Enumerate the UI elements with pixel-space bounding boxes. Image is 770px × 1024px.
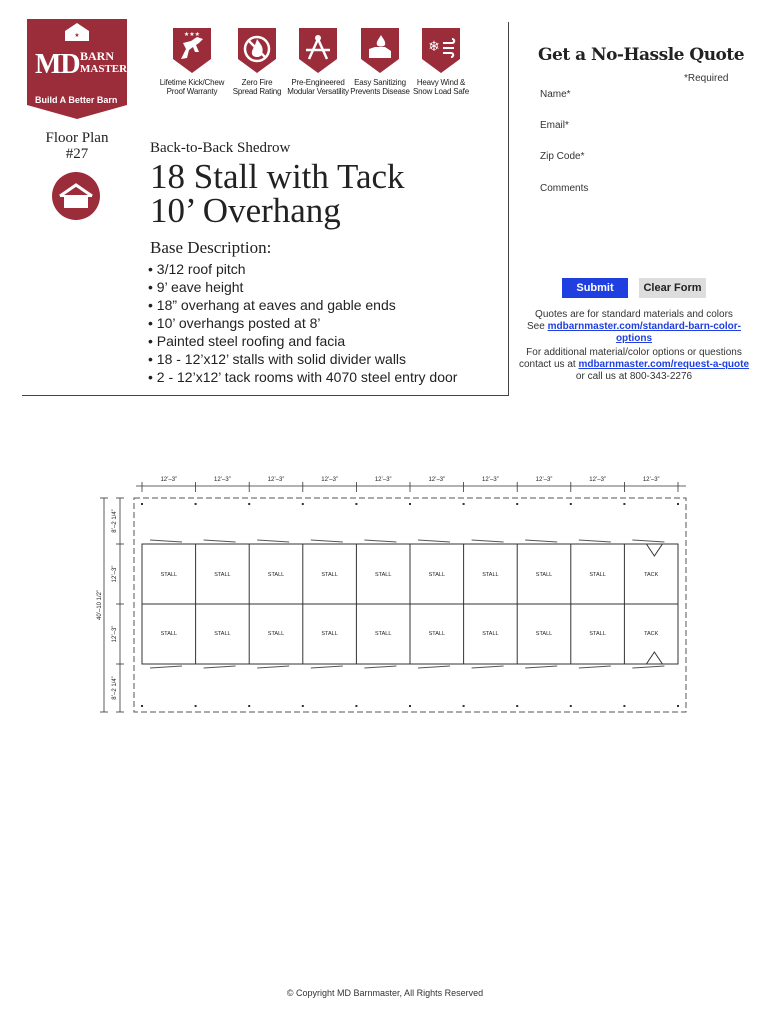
quote-heading: Get a No-Hassle Quote [538,45,745,65]
design-title [150,157,405,230]
post-marker [195,503,197,505]
vertical-divider [508,22,509,396]
door-slide-mark [204,666,236,668]
required-note: *Required [684,73,729,84]
post-marker [355,503,357,505]
list-item: • 3/12 roof pitch [148,261,246,277]
door-slide-mark [257,666,289,668]
svg-text:★★★: ★★★ [183,31,201,38]
list-item: • 18” overhang at eaves and gable ends [148,297,396,313]
post-marker [141,705,143,707]
post-marker [463,705,465,707]
column-dimension-label: 12’–3” [535,477,553,483]
comments-field[interactable]: Comments [540,183,589,194]
column-dimension-label: 12’–3” [214,477,231,483]
shedrow-barn-icon [52,172,100,220]
list-item: • 10’ overhangs posted at 8’ [148,315,321,331]
list-item: • 2 - 12’x12’ tack rooms with 4070 steel entry door [148,369,458,385]
floor-plan-drawing [96,468,696,713]
standard-colors-note [514,309,754,345]
sanitizing-hand-icon [357,25,403,75]
stall-label: STALL [482,631,499,637]
logo-master-text: MASTER [80,63,128,75]
post-marker [623,503,625,505]
stall-label: STALL [428,631,446,637]
post-marker [463,503,465,505]
submit-button[interactable]: Submit [562,278,628,298]
svg-text:★: ★ [74,33,80,39]
door-slide-mark [204,540,236,542]
overall-dimension-label: 40’–10 1/2” [97,589,103,621]
post-marker [677,705,679,707]
post-marker [516,705,518,707]
horse-kick-icon [169,25,215,75]
stall-label: STALL [374,572,392,578]
row-dimension-label: 12’–3” [112,565,118,583]
post-marker [570,503,572,505]
post-marker [355,705,357,707]
stall-label: TACK [644,631,659,637]
stall-label: STALL [214,572,231,578]
logo-tagline: Build A Better Barn [35,95,118,105]
base-description-heading: Base Description: [150,238,272,257]
column-dimension-label: 12’–3” [482,477,499,483]
stall-label: STALL [160,572,178,578]
door-slide-mark [150,666,182,668]
logo-md-text: MD [35,49,80,80]
badge-label: Pre-Engineered Modular Versatility [287,78,349,96]
door-slide-mark [364,666,396,668]
badge-kick-chew [157,25,227,96]
wind-snow-icon [418,25,464,75]
post-marker [409,503,411,505]
door-slide-mark [311,666,343,668]
door-slide-mark [579,540,611,542]
email-field[interactable]: Email* [540,120,569,131]
stall-label: STALL [482,572,499,578]
column-dimension-label: 12’–3” [374,477,392,483]
row-dimension-label: 8’–2 1/4” [112,676,118,700]
design-title-line1: 18 Stall with Tack [150,157,405,196]
door-slide-mark [418,540,450,542]
floor-plan-label: Floor Plan #27 [45,130,109,162]
door-slide-mark [525,666,557,668]
stall-label: STALL [321,572,338,578]
copyright-text: © Copyright MD Barnmaster, All Rights Reserved [286,988,484,998]
post-marker [248,705,250,707]
stall-label: STALL [589,572,606,578]
stall-label: STALL [374,631,392,637]
color-options-link[interactable]: mdbarnmaster.com/standard-barn-color-options [547,321,741,344]
svg-text:❄: ❄ [428,39,440,55]
badge-fire [222,25,292,96]
column-dimension-label: 12’–3” [642,477,660,483]
stall-label: STALL [535,631,553,637]
phone-text: or call us at 800-343-2276 [575,371,693,382]
post-marker [302,705,304,707]
door-slide-mark [632,666,664,668]
post-marker [677,503,679,505]
engineering-tools-icon [295,25,341,75]
note-text: contact us at [518,359,579,370]
badge-sanitizing [345,25,415,96]
badge-label: Easy Sanitizing Prevents Disease [350,78,410,96]
stall-label: TACK [644,572,659,578]
stall-label: STALL [214,631,231,637]
door-slide-mark [311,540,343,542]
list-item: • Painted steel roofing and facia [148,333,346,349]
post-marker [570,705,572,707]
stall-label: STALL [428,572,446,578]
note-text: For additional material/color options or questions [526,347,742,358]
contact-note [514,347,754,383]
fire-icon [234,25,280,75]
note-text: See [527,321,548,332]
badge-engineered [283,25,353,96]
brand-logo[interactable] [27,19,127,119]
column-dimension-label: 12’–3” [428,477,446,483]
logo-barn-text: BARN [80,49,115,63]
row-dimension-label: 12’–3” [112,625,118,643]
door-slide-mark [579,666,611,668]
design-subtitle: Back-to-Back Shedrow [150,140,291,156]
column-dimension-label: 12’–3” [160,477,178,483]
door-slide-mark [150,540,182,542]
clear-form-button[interactable]: Clear Form [639,278,706,298]
list-item: • 18 - 12’x12’ stalls with solid divider walls [148,351,407,367]
stall-label: STALL [535,572,553,578]
door-slide-mark [472,666,504,668]
door-slide-mark [257,540,289,542]
door-slide-mark [525,540,557,542]
post-marker [248,503,250,505]
tack-door-swing [646,544,662,556]
horizontal-divider [22,395,508,396]
column-dimension-label: 12’–3” [267,477,285,483]
door-slide-mark [364,540,396,542]
post-marker [409,705,411,707]
post-marker [623,705,625,707]
stall-label: STALL [589,631,606,637]
floor-plan-svg [96,468,696,713]
column-dimension-label: 12’–3” [589,477,606,483]
design-title-line2: 10’ Overhang [150,191,341,230]
door-slide-mark [418,666,450,668]
badge-label: Zero Fire Spread Rating [232,78,282,96]
tack-door-swing [646,652,662,664]
badge-label: Heavy Wind & Snow Load Safe [413,78,469,96]
door-slide-mark [472,540,504,542]
stall-label: STALL [267,631,285,637]
post-marker [302,503,304,505]
list-item: • 9’ eave height [148,279,244,295]
stall-label: STALL [267,572,285,578]
stall-label: STALL [160,631,178,637]
row-dimension-label: 8’–2 1/4” [112,509,118,533]
door-slide-mark [632,540,664,542]
post-marker [516,503,518,505]
note-text: Quotes are for standard materials and colors [535,309,733,320]
name-field[interactable]: Name* [540,89,571,100]
base-description-list [148,260,457,386]
column-dimension-label: 12’–3” [321,477,338,483]
post-marker [195,705,197,707]
badge-wind-snow [406,25,476,96]
stall-label: STALL [321,631,338,637]
request-quote-link[interactable]: mdbarnmaster.com/request-a-quote [578,359,750,370]
post-marker [141,503,143,505]
badge-label: Lifetime Kick/Chew Proof Warranty [159,78,225,96]
zip-code-field[interactable]: Zip Code* [540,151,585,162]
